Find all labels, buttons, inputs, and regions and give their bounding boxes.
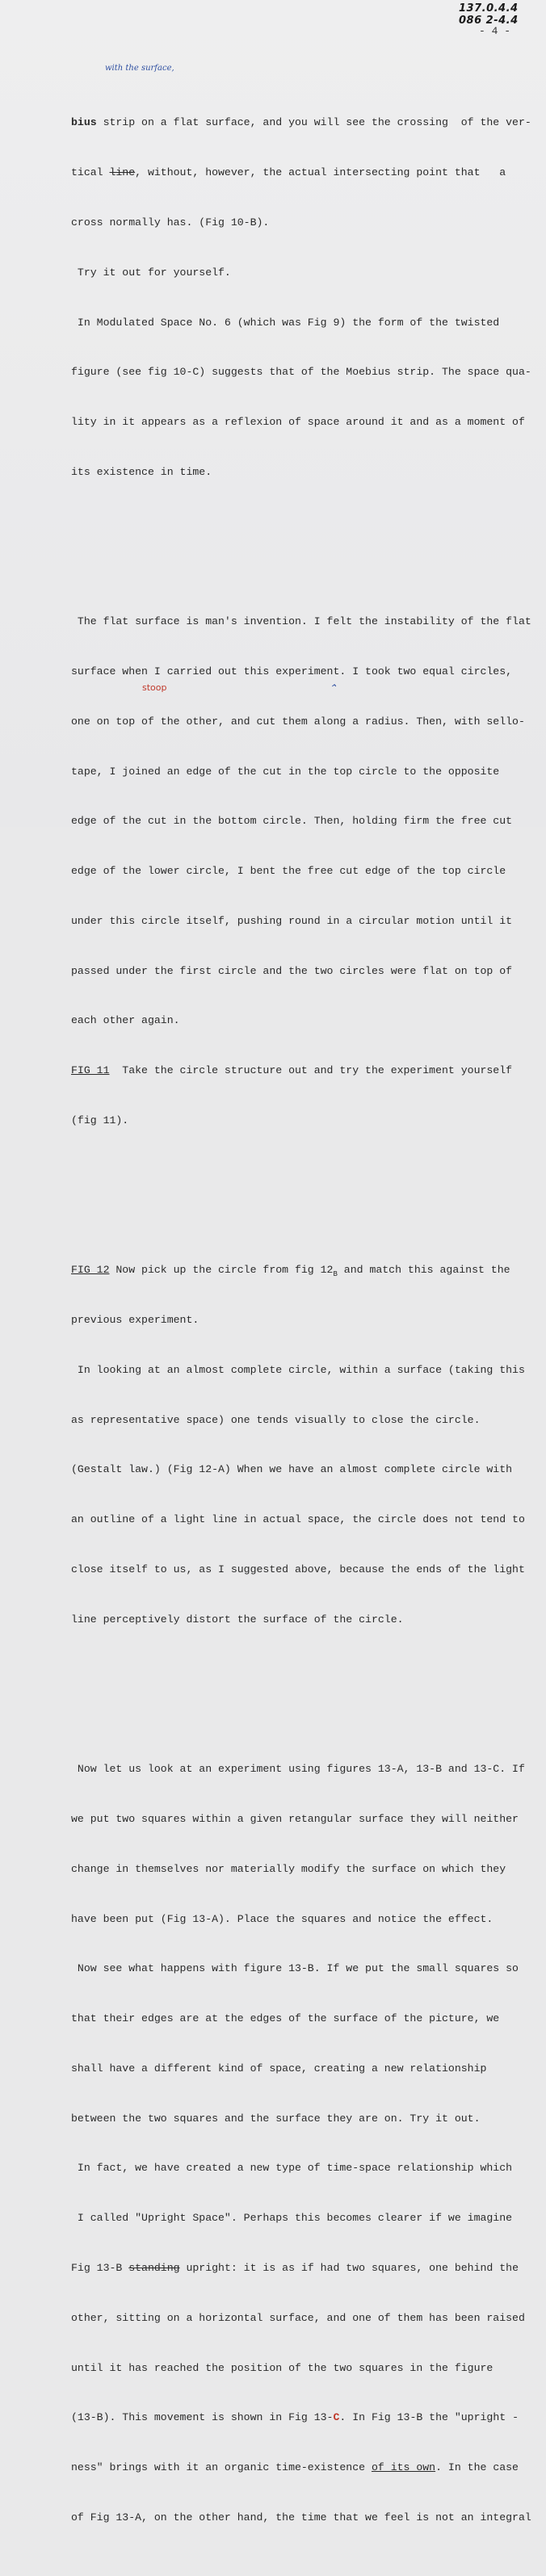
text-line <box>71 1063 544 1080</box>
text-line: its existence in time. <box>71 465 212 478</box>
text-fragment: . In Fig 13-B the "upright - <box>339 2411 519 2424</box>
text-line: an outline of a light line in actual space, the circle does not tend to <box>71 1513 525 1526</box>
text-line: Now see what happens with figure 13-B. If we put the small squares so <box>71 1962 519 1975</box>
subscript: B <box>333 1270 338 1279</box>
text-line: under this circle itself, pushing round in a circular motion until it <box>71 914 513 927</box>
text-line: shall have a different kind of space, creating a new relationship <box>71 2062 487 2075</box>
text-line <box>71 2460 544 2477</box>
struck-text: standing <box>128 2261 180 2274</box>
caret-insert-mark: ⌃ <box>329 682 338 694</box>
text-line: (fig 11). <box>71 1114 129 1126</box>
text-line: change in themselves nor materially modify the surface on which they <box>71 1862 506 1875</box>
paragraph-gap <box>71 1678 544 1695</box>
text-line <box>71 165 544 182</box>
text-line: I called "Upright Space". Perhaps this becomes clearer if we imagine <box>71 2212 513 2225</box>
text-line: that their edges are at the edges of the surface of the picture, we <box>71 2012 500 2025</box>
text-line <box>71 2260 544 2277</box>
text-line: other, sitting on a horizontal surface, and one of them has been raised <box>71 2311 525 2324</box>
text-line: close itself to us, as I suggested above, because the ends of the light <box>71 1563 525 1576</box>
text-fragment: ness" brings with it an organic time-existence <box>71 2461 372 2474</box>
text-line: until it has reached the position of the two squares in the figure <box>71 2361 494 2374</box>
text-line: Try it out for yourself. <box>71 266 231 279</box>
underlined-text: of its own <box>371 2461 436 2474</box>
text-line: Now let us look at an experiment using figures 13-A, 13-B and 13-C. If <box>71 1763 525 1776</box>
text-line: of Fig 13-A, on the other hand, the time that we feel is not an integral <box>71 2511 531 2524</box>
text-line: In Modulated Space No. 6 (which was Fig 9) the form of the twisted <box>71 316 500 329</box>
text-line: The flat surface is man's invention. I felt the instability of the flat <box>71 615 531 628</box>
text-line <box>71 115 544 132</box>
text-line: tape, I joined an edge of the cut in the top circle to the opposite <box>71 765 500 778</box>
text-line: In looking at an almost complete circle, within a surface (taking this <box>71 1363 525 1376</box>
text-line: each other again. <box>71 1014 180 1027</box>
text-fragment: . In the case <box>435 2461 519 2474</box>
text-line: between the two squares and the surface they are on. Try it out. <box>71 2112 481 2125</box>
archive-reference-1: 137.0.4.4 <box>459 2 519 15</box>
typewritten-body <box>71 48 544 2576</box>
text-fragment: tical <box>71 166 110 179</box>
text-fragment: (13-B). This movement is shown in Fig 13- <box>71 2411 334 2424</box>
text-fragment: , without, however, the actual intersecting point that a <box>135 166 506 179</box>
figure-label: FIG 11 <box>71 1064 110 1077</box>
text-fragment: strip on a flat surface, and you will see the crossing of the ver- <box>96 116 531 129</box>
text-fragment: bius <box>71 116 97 129</box>
text-fragment: Take the circle structure out and try the experiment yourself <box>109 1064 513 1077</box>
paragraph-gap <box>71 1179 544 1196</box>
struck-text: line <box>109 166 136 179</box>
text-line: cross normally has. (Fig 10-B). <box>71 216 270 229</box>
handwritten-insert-blue: with the surface, <box>105 64 174 73</box>
page-number: - 4 - <box>479 25 511 37</box>
text-line: passed under the first circle and the two circles were flat on top of <box>71 964 513 977</box>
text-line <box>71 1262 544 1279</box>
figure-label: FIG 12 <box>71 1264 110 1277</box>
text-line: lity in it appears as a reflexion of space around it and as a moment of <box>71 416 525 429</box>
text-line: have been put (Fig 13-A). Place the squares and notice the effect. <box>71 1912 494 1925</box>
text-line: surface when I carried out this experiment. I took two equal circles, <box>71 665 513 678</box>
text-line: line perceptively distort the surface of the circle. <box>71 1613 404 1626</box>
archive-reference-2: 086 2-4.4 <box>459 15 519 27</box>
corrected-letter: C <box>333 2411 340 2424</box>
text-line <box>71 2410 544 2427</box>
text-fragment: Now pick up the circle from fig 12 <box>109 1264 334 1277</box>
handwritten-insert-red: stoop <box>142 682 167 693</box>
text-line: edge of the lower circle, I bent the free cut edge of the top circle <box>71 865 506 878</box>
text-fragment: Fig 13-B <box>71 2261 129 2274</box>
text-line: previous experiment. <box>71 1314 200 1327</box>
text-line: In fact, we have created a new type of time-space relationship which <box>71 2162 513 2175</box>
text-line: as representative space) one tends visually to close the circle. <box>71 1413 481 1426</box>
text-fragment: and match this against the <box>337 1264 510 1277</box>
text-line: edge of the cut in the bottom circle. Then, holding firm the free cut <box>71 815 513 828</box>
text-line: (Gestalt law.) (Fig 12-A) When we have an almost complete circle with <box>71 1463 513 1476</box>
text-fragment: upright: it is as if had two squares, one behind the <box>179 2261 519 2274</box>
text-line: figure (see fig 10-C) suggests that of the Moebius strip. The space qua- <box>71 366 531 379</box>
paragraph-gap <box>71 531 544 548</box>
text-line: one on top of the other, and cut them along a radius. Then, with sello- <box>71 715 525 728</box>
text-line: we put two squares within a given retangular surface they will neither <box>71 1812 519 1825</box>
